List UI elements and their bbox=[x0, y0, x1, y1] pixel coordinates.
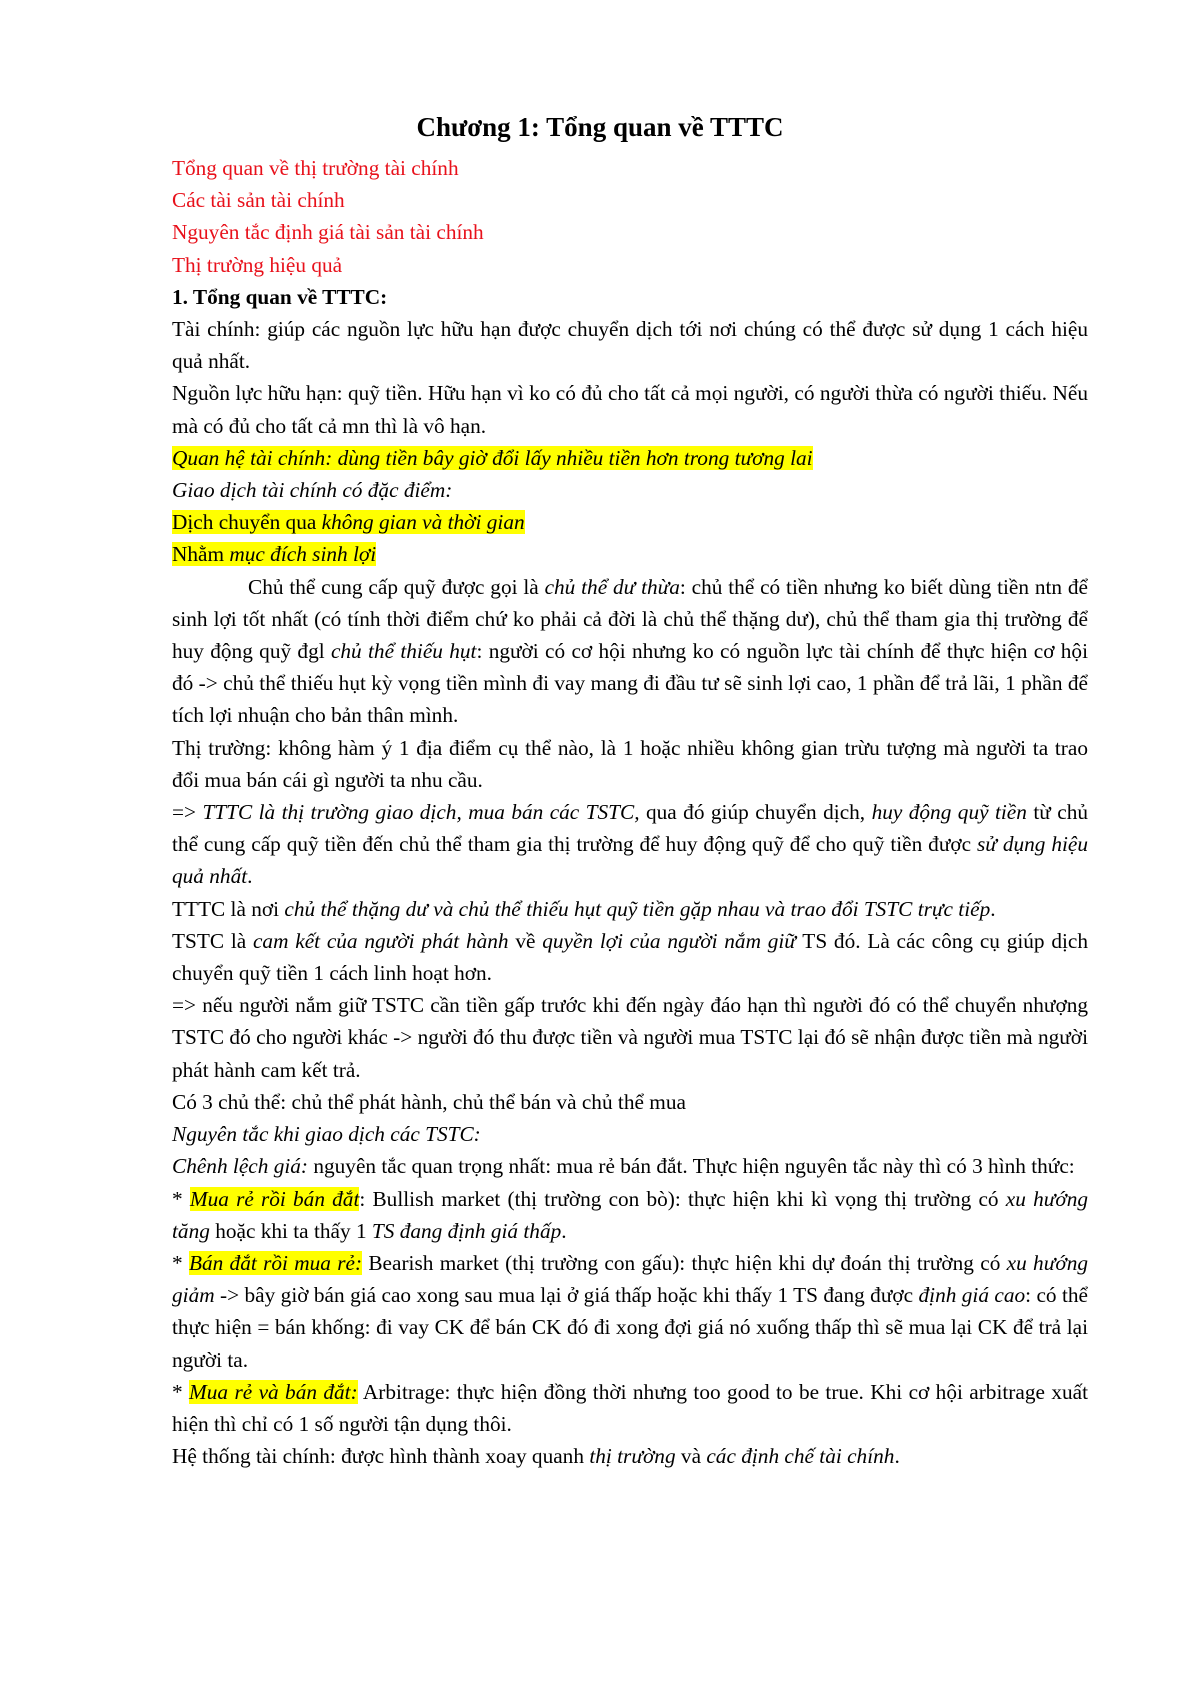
paragraph-nguonluc: Nguồn lực hữu hạn: quỹ tiền. Hữu hạn vì ko có đủ cho tất cả mọi người, có người thừa có người thiếu. Nếu mà có đủ cho tất cả mn thì là vô hạn. bbox=[172, 381, 1088, 438]
text-run: : Bullish market (thị trường con bò): thực hiện khi kì vọng thị trường có bbox=[359, 1186, 1006, 1211]
paragraph-tstc bbox=[172, 925, 1088, 989]
toc-item-2: Các tài sản tài chính bbox=[172, 188, 345, 213]
text-run: Chênh lệch giá: bbox=[172, 1154, 309, 1179]
bullet-marker: * bbox=[172, 1186, 190, 1211]
text-run: các định chế tài chính bbox=[706, 1444, 895, 1469]
paragraph-chenhlech bbox=[172, 1150, 1088, 1182]
paragraph-quanhe bbox=[172, 442, 1088, 474]
paragraph-taichinh: Tài chính: giúp các nguồn lực hữu hạn được chuyển dịch tới nơi chúng có thể được sử dụng 1 cách hiệu quả nhất. bbox=[172, 317, 1088, 374]
text-run: TTTC là nơi bbox=[172, 896, 285, 921]
text-run: về bbox=[508, 928, 543, 953]
text-run: : có thể thực hiện = bán khống: đi vay CK để bán CK đó đi xong đợi giá nó xuống thấp thì sẽ mua lại CK để trả lại người ta. bbox=[172, 1283, 1088, 1372]
paragraph-nguyentac: Nguyên tắc khi giao dịch các TSTC: bbox=[172, 1122, 481, 1147]
text-run: -> bây giờ bán giá cao xong sau mua lại ở giá thấp hoặc khi thấy 1 TS đang được bbox=[214, 1283, 919, 1308]
text-run: TTTC là thị trường giao dịch, mua bán các TSTC, bbox=[202, 800, 640, 825]
text-run: thị trường bbox=[589, 1444, 676, 1469]
text-run: Chủ thể cung cấp quỹ được gọi là bbox=[248, 574, 545, 599]
highlight-text: Bán đắt rồi mua rẻ: bbox=[188, 1250, 363, 1275]
section-heading: 1. Tổng quan về TTTC: bbox=[172, 284, 388, 309]
text-run: nguyên tắc quan trọng nhất: mua rẻ bán đắt. Thực hiện nguyên tắc này thì có 3 hình thức: bbox=[308, 1154, 1075, 1179]
highlight-text bbox=[172, 510, 525, 534]
text-run: hoặc khi ta thấy 1 bbox=[209, 1218, 372, 1243]
highlight-text: Mua rẻ và bán đắt: bbox=[189, 1379, 358, 1404]
text-run: Hệ thống tài chính: được hình thành xoay quanh bbox=[172, 1444, 590, 1469]
paragraph-chuthe bbox=[172, 571, 1088, 732]
text-run: quyền lợi của người nắm giữ bbox=[542, 928, 796, 953]
text-run: huy động quỹ tiền bbox=[871, 800, 1027, 825]
bullet-item-3 bbox=[172, 1376, 1088, 1440]
text-run: : chủ thể có tiền nhưng ko biết dùng tiền ntn để sinh lợi tốt nhất (có tính thời điểm chứ ko phải cả đời là chủ thể thặng dư), chủ thể tham gia thị trường để huy động quỹ đgl bbox=[172, 574, 1088, 664]
highlight-text: Mua rẻ rồi bán đắt bbox=[189, 1186, 360, 1211]
paragraph-neu: => nếu người nắm giữ TSTC cần tiền gấp trước khi đến ngày đáo hạn thì người đó có thể chuyển nhượng TSTC đó cho người khác -> người đó thu được tiền và người mua TSTC lại đó sẽ nhận được tiền mà người phát hành cam kết trả. bbox=[172, 993, 1088, 1082]
bullet-marker: * bbox=[172, 1379, 190, 1404]
text-run: xu hướng tăng bbox=[172, 1186, 1088, 1243]
text-run: chủ thể dư thừa bbox=[544, 574, 680, 599]
text-run: chủ thể thiếu hụt bbox=[330, 639, 477, 664]
text-run: Nhằm bbox=[172, 542, 230, 567]
paragraph-giaodich: Giao dịch tài chính có đặc điểm: bbox=[172, 478, 453, 503]
text-run: qua đó giúp chuyển dịch, bbox=[639, 800, 872, 825]
text-run: . bbox=[894, 1444, 900, 1469]
page-title: Chương 1: Tổng quan về TTTC bbox=[416, 112, 784, 142]
paragraph-dichchuyen bbox=[172, 506, 1088, 538]
toc-item-3: Nguyên tắc định giá tài sản tài chính bbox=[172, 220, 484, 245]
text-run: chủ thể thặng dư và chủ thể thiếu hụt quỹ tiền gặp nhau và trao đổi TSTC trực tiếp bbox=[284, 896, 991, 921]
text-run: Arbitrage: thực hiện đồng thời nhưng too good to be true. Khi cơ hội arbitrage xuất hiện thì chỉ có 1 số người tận dụng thôi. bbox=[172, 1379, 1088, 1436]
text-run: từ chủ thể cung cấp quỹ tiền đến chủ thể tham gia thị trường để huy động quỹ để cho quỹ tiền được bbox=[172, 800, 1089, 857]
text-run: TS đang định giá thấp bbox=[371, 1218, 562, 1243]
bullet-marker: * bbox=[172, 1250, 189, 1275]
text-run: . bbox=[247, 864, 253, 889]
toc-item-1: Tổng quan về thị trường tài chính bbox=[172, 156, 459, 180]
text-run: cam kết của người phát hành bbox=[252, 928, 509, 953]
text-run: Dịch chuyển qua bbox=[172, 510, 322, 535]
toc-item-4: Thị trường hiệu quả bbox=[172, 252, 343, 277]
text-run: định giá cao bbox=[918, 1283, 1026, 1308]
paragraph-hethong bbox=[172, 1440, 1088, 1472]
paragraph-tttc bbox=[172, 796, 1088, 893]
paragraph-noi bbox=[172, 893, 1088, 925]
bullet-item-1 bbox=[172, 1183, 1088, 1247]
text-run: sử dụng hiệu quả nhất bbox=[172, 832, 1089, 889]
highlight-text bbox=[172, 542, 376, 566]
paragraph-co3: Có 3 chủ thể: chủ thể phát hành, chủ thể bán và chủ thể mua bbox=[172, 1089, 686, 1114]
text-run: TSTC là bbox=[172, 928, 253, 953]
paragraph-nham bbox=[172, 538, 1088, 570]
text-run: Bearish market (thị trường con gấu): thực hiện khi dự đoán thị trường có bbox=[362, 1250, 1007, 1275]
text-run: không gian và thời gian bbox=[321, 510, 525, 535]
text-run: => bbox=[172, 800, 203, 825]
text-run: và bbox=[675, 1444, 707, 1469]
text-run: TS đó. Là các công cụ giúp dịch chuyển quỹ tiền 1 cách linh hoạt hơn. bbox=[172, 928, 1089, 986]
text-run: mục đích sinh lợi bbox=[229, 542, 377, 567]
text-run: : người có cơ hội nhưng ko có nguồn lực tài chính để thực hiện cơ hội đó -> chủ thể thiếu hụt kỳ vọng tiền mình đi vay mang đi đầu tư sẽ sinh lợi cao, 1 phần để trả lãi, 1 phần để tích lợi nhuận cho bản thân mình. bbox=[172, 639, 1088, 728]
paragraph-thitruong: Thị trường: không hàm ý 1 địa điểm cụ thể nào, là 1 hoặc nhiều không gian trừu tượng mà người ta trao đổi mua bán cái gì người ta nhu cầu. bbox=[172, 735, 1088, 792]
text-run: . bbox=[990, 896, 996, 921]
text-run: xu hướng giảm bbox=[172, 1250, 1088, 1308]
highlight-text: Quan hệ tài chính: dùng tiền bây giờ đổi lấy nhiều tiền hơn trong tương lai bbox=[172, 445, 813, 470]
bullet-item-2 bbox=[172, 1247, 1088, 1376]
text-run: . bbox=[561, 1218, 567, 1243]
